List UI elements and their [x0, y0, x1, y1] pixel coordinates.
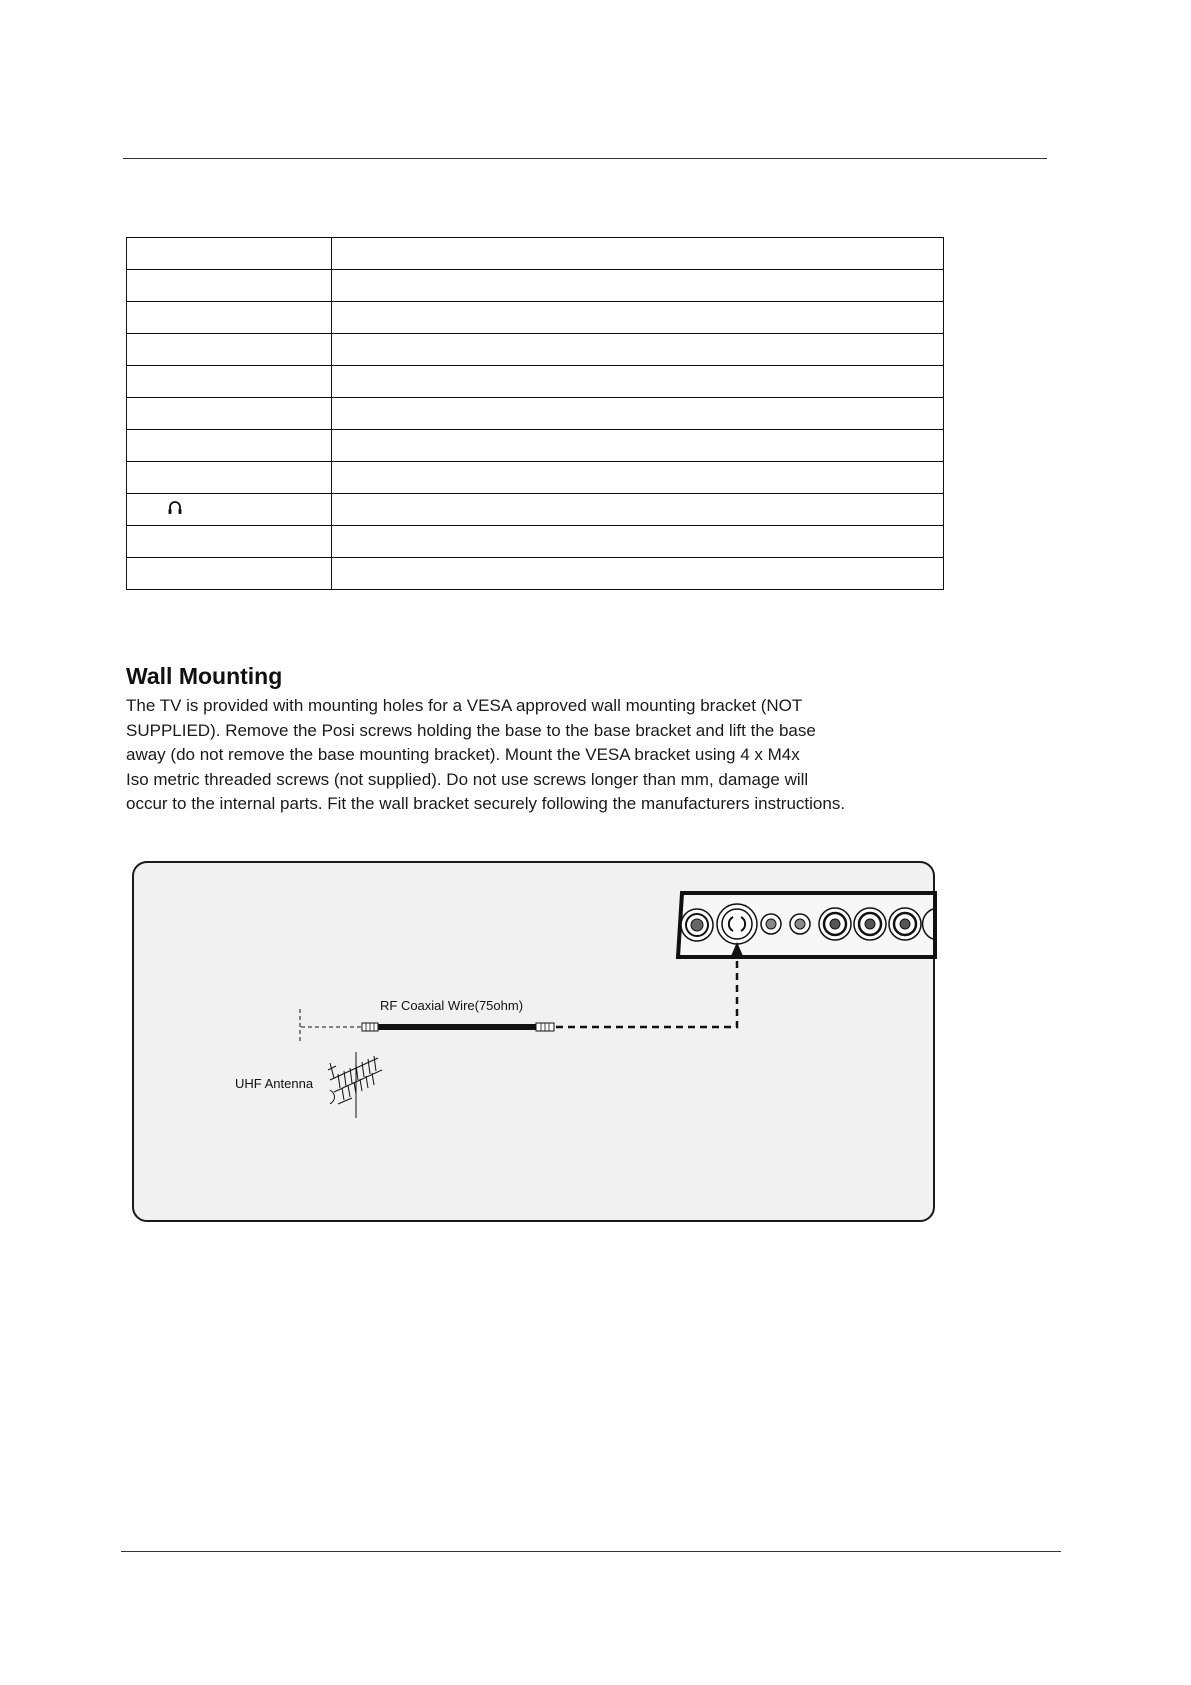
antenna-label: UHF Antenna [235, 1076, 314, 1091]
wall-mounting-line: away (do not remove the base mounting bracket). Mount the VESA bracket using 4 x M4x [126, 745, 800, 765]
rca-jack-icon [854, 908, 886, 940]
wall-mounting-line: occur to the internal parts. Fit the wall bracket securely following the manufacturers instructions. [126, 794, 846, 814]
wall-mounting-line: The TV is provided with mounting holes for a VESA approved wall mounting bracket (NOT [126, 696, 803, 715]
cable-label: RF Coaxial Wire(75ohm) [380, 998, 524, 1013]
wall-mounting-line: Iso metric threaded screws (not supplied). Do not use screws longer than mm, damage will [126, 769, 809, 789]
rf-input-port-icon [717, 904, 757, 944]
audio-jack-icon [761, 914, 781, 934]
wall-mounting-title: Wall Mounting [126, 663, 283, 689]
av-jack-icon [681, 909, 713, 941]
rca-jack-icon [819, 908, 851, 940]
footer-rule [121, 1551, 1061, 1552]
tv-back-panel [678, 893, 935, 957]
rca-jack-icon [889, 908, 921, 940]
audio-jack-icon [790, 914, 810, 934]
wall-mounting-line: SUPPLIED). Remove the Posi screws holding the base to the base bracket and lift the base [126, 720, 816, 740]
